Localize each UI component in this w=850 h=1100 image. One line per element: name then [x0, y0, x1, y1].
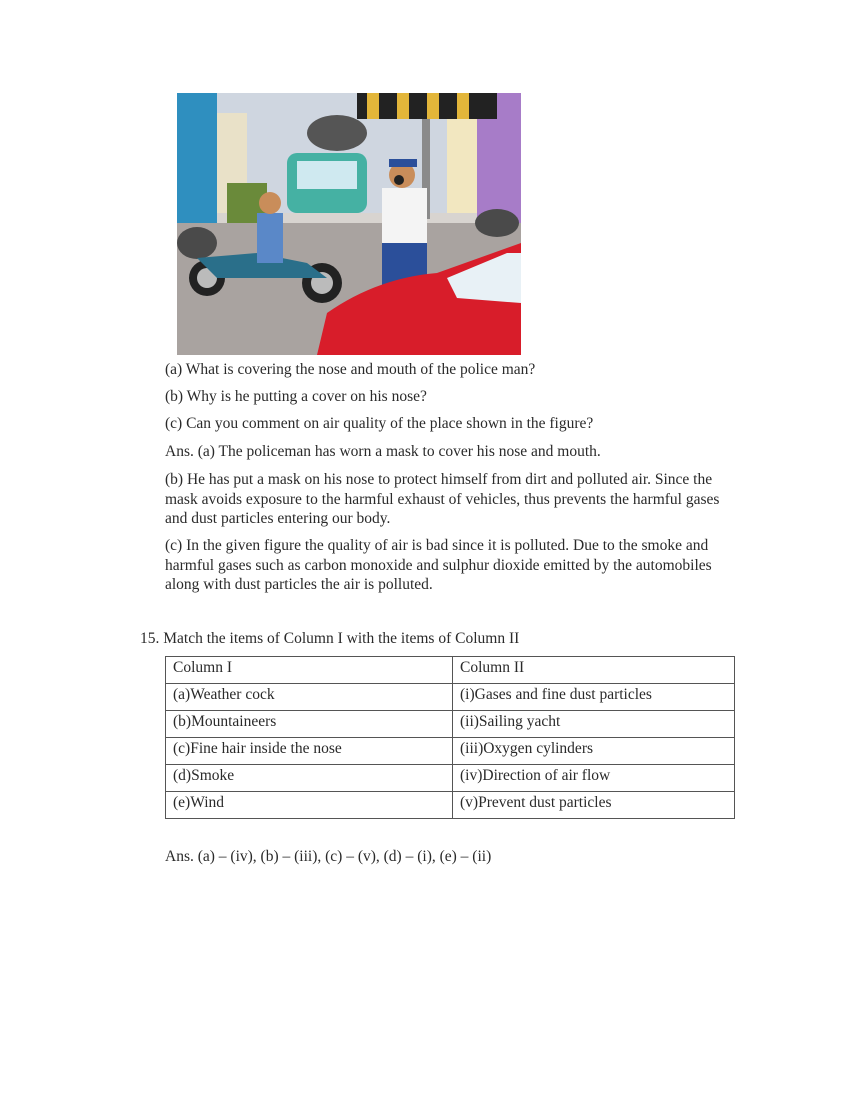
table-cell: (iii)Oxygen cylinders [453, 738, 735, 765]
table-row [166, 792, 735, 819]
table-cell: (ii)Sailing yacht [453, 711, 735, 738]
table-row [166, 684, 735, 711]
question-15-title: 15. Match the items of Column I with the items of Column II [140, 630, 520, 647]
answer-b: (b) He has put a mask on his nose to protect himself from dirt and polluted air. Since the mask avoids exposure to the harmful exhaust of vehicles, thus prevents the harmful gases and dust particles entering our body. [165, 471, 720, 527]
question-c: (c) Can you comment on air quality of the place shown in the figure? [165, 415, 594, 432]
question-b: (b) Why is he putting a cover on his nose? [165, 388, 427, 405]
answer-c: (c) In the given figure the quality of air is bad since it is polluted. Due to the smoke and harmful gases such as carbon monoxide and sulphur dioxide emitted by the automobiles along with dust particles the air is polluted. [165, 537, 712, 593]
table-cell: (v)Prevent dust particles [453, 792, 735, 819]
table-cell: (a)Weather cock [166, 684, 453, 711]
table-row [166, 711, 735, 738]
table-cell: (e)Wind [166, 792, 453, 819]
table-cell: (d)Smoke [166, 765, 453, 792]
table-row [166, 738, 735, 765]
table-header-row [166, 657, 735, 684]
table-row [166, 765, 735, 792]
table-cell: (i)Gases and fine dust particles [453, 684, 735, 711]
traffic-pollution-illustration [177, 93, 521, 355]
table-cell: (iv)Direction of air flow [453, 765, 735, 792]
table-cell: (c)Fine hair inside the nose [166, 738, 453, 765]
answer-a: Ans. (a) The policeman has worn a mask to cover his nose and mouth. [165, 443, 601, 460]
question-15-answer: Ans. (a) – (iv), (b) – (iii), (c) – (v), (d) – (i), (e) – (ii) [165, 848, 492, 865]
table-header: Column II [453, 657, 735, 684]
table-cell: (b)Mountaineers [166, 711, 453, 738]
question-a: (a) What is covering the nose and mouth of the police man? [165, 361, 536, 378]
match-table [165, 656, 735, 819]
table-header: Column I [166, 657, 453, 684]
